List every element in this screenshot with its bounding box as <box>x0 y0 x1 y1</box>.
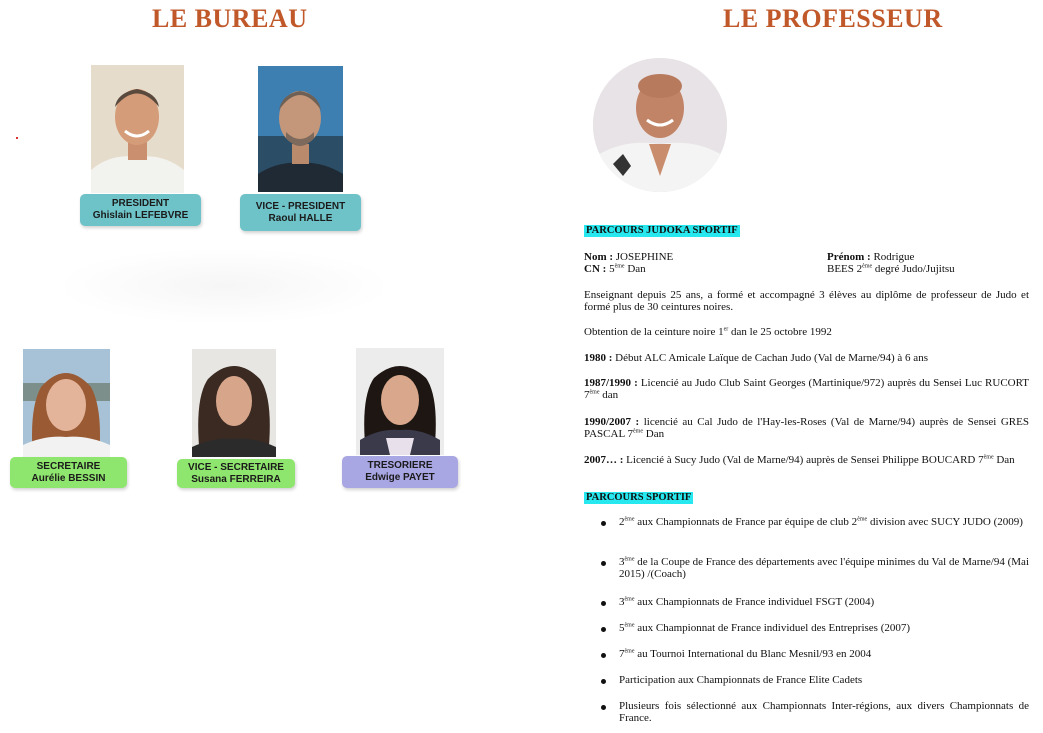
result-item <box>619 700 1029 724</box>
professeur-photo <box>593 58 727 192</box>
vice-secretaire-label <box>177 459 295 488</box>
history-1990-sup: ème <box>633 428 644 435</box>
vice-president-photo <box>258 66 343 192</box>
president-photo <box>91 65 184 193</box>
history-1987 <box>584 377 1029 401</box>
bullet <box>601 653 606 658</box>
tresoriere-label <box>342 456 458 488</box>
bees-pre: BEES 2 <box>827 263 863 275</box>
bees-sup: ème <box>862 263 873 270</box>
obtention-sup: er <box>723 326 729 333</box>
result-item <box>619 516 1029 528</box>
nom-label: Nom : <box>584 251 614 263</box>
bureau-title: LE BUREAU <box>152 4 308 33</box>
result-item <box>619 648 1029 660</box>
section-judoka-heading: PARCOURS JUDOKA SPORTIF <box>586 225 738 236</box>
president-label <box>80 194 201 226</box>
history-1990-post: Dan <box>645 428 665 440</box>
obtention-post: dan le 25 octobre 1992 <box>731 326 832 338</box>
history-1980 <box>584 352 1029 364</box>
bullet <box>601 627 606 632</box>
vice-president-label <box>240 194 361 231</box>
president-role: PRESIDENT <box>111 198 170 209</box>
enseignant-paragraph: Enseignant depuis 25 ans, a formé et accompagné 3 élèves au diplôme de professeur de Judo et formé plus de 30 ceintures noires. <box>584 289 1029 313</box>
bullet <box>601 705 606 710</box>
prenom-label: Prénom : <box>827 251 871 263</box>
result-rank: 7 <box>619 648 625 660</box>
result-item <box>619 622 1029 634</box>
history-1987-label: 1987/1990 : <box>584 377 638 389</box>
bullet <box>601 601 606 606</box>
history-2007-text: Licencié à Sucy Judo (Val de Marne/94) auprès de Sensei Philippe BOUCARD 7 <box>626 454 984 466</box>
secretaire-role: SECRETAIRE <box>36 460 101 472</box>
nom-line <box>584 251 673 263</box>
cn-sup: ème <box>614 263 625 270</box>
prenom-value: Rodrigue <box>873 251 915 263</box>
result-sup: ème <box>624 556 635 563</box>
obtention-pre: Obtention de la ceinture noire 1 <box>584 326 724 338</box>
cn-value-post: Dan <box>627 263 646 275</box>
nom-value: JOSEPHINE <box>615 251 674 263</box>
history-1987-post: dan <box>602 389 619 401</box>
bees-post: degré Judo/Jujitsu <box>874 263 955 275</box>
decorative-dot <box>16 137 18 139</box>
obtention-paragraph <box>584 326 1029 338</box>
result-rank: 3 <box>619 596 625 608</box>
vice-secretaire-role: VICE - SECRETAIRE <box>188 461 284 473</box>
secretaire-name: Aurélie BESSIN <box>31 472 106 484</box>
tresoriere-photo <box>356 348 444 455</box>
bullet <box>601 521 606 526</box>
history-1980-text: Début ALC Amicale Laïque de Cachan Judo (Val de Marne/94) à 6 ans <box>615 352 928 364</box>
tresoriere-role: TRESORIERE <box>367 460 433 471</box>
result-text: aux Championnat de France individuel des Entreprises (2007) <box>637 622 911 634</box>
cn-value-pre: 5 <box>609 263 615 275</box>
professeur-title: LE PROFESSEUR <box>723 4 943 33</box>
result-sup: ème <box>624 622 635 629</box>
president-name: Ghislain LEFEBVRE <box>92 210 189 221</box>
faded-placeholder <box>65 250 383 322</box>
result-rank: 2 <box>619 516 625 528</box>
history-1990-text: licencié au Cal Judo de l'Hay-les-Roses (Val de Marne/94) auprès de Sensei GRES PASCAL 7 <box>584 416 1029 440</box>
result-rank: 3 <box>619 556 625 568</box>
result-text: aux Championnats de France par équipe de club 2 <box>637 516 858 528</box>
history-2007-post: Dan <box>996 454 1015 466</box>
vice-president-name: Raoul HALLE <box>268 212 333 224</box>
result-text: au Tournoi International du Blanc Mesnil/93 en 2004 <box>637 648 872 660</box>
history-1987-sup: ème <box>589 389 600 396</box>
result-text: Plusieurs fois sélectionné aux Championnats Inter-régions, aux divers Championnats de France. <box>619 700 1029 724</box>
history-1990-label: 1990/2007 : <box>584 416 640 428</box>
result-text: division avec SUCY JUDO (2009) <box>869 516 1023 528</box>
vice-president-role: VICE - PRESIDENT <box>255 200 346 212</box>
section-sportif-heading: PARCOURS SPORTIF <box>586 492 692 503</box>
result-text: aux Championnats de France individuel FSGT (2004) <box>637 596 875 608</box>
result-text: Participation aux Championnats de France Elite Cadets <box>619 674 863 686</box>
result-rank: 5 <box>619 622 625 634</box>
history-2007-sup: ème <box>983 454 994 461</box>
history-1987-text: Licencié au Judo Club Saint Georges (Martinique/972) auprès du Sensei Luc RUCORT 7 <box>584 377 1029 401</box>
result-sup: ème <box>624 596 635 603</box>
history-2007 <box>584 454 1029 466</box>
bees-line <box>827 263 955 275</box>
secretaire-photo <box>23 349 110 457</box>
result-text: de la Coupe de France des départements avec l'équipe minimes du Val de Marne/94 (Mai 2015) /(Coach) <box>619 556 1029 580</box>
tresoriere-name: Edwige PAYET <box>365 472 435 483</box>
result-sup: ème <box>624 648 635 655</box>
result-sup: ème <box>857 516 868 523</box>
secretaire-label <box>10 457 127 488</box>
vice-secretaire-name: Susana FERREIRA <box>191 473 281 485</box>
result-sup: ème <box>624 516 635 523</box>
result-item <box>619 556 1029 580</box>
cn-label: CN : <box>584 263 607 275</box>
result-item <box>619 674 1029 686</box>
vice-secretaire-photo <box>192 349 276 457</box>
bullet <box>601 679 606 684</box>
prenom-line <box>827 251 914 263</box>
cn-line <box>584 263 646 275</box>
bullet <box>601 561 606 566</box>
history-2007-label: 2007… : <box>584 454 624 466</box>
history-1980-label: 1980 : <box>584 352 613 364</box>
history-1990 <box>584 416 1029 440</box>
result-item <box>619 596 1029 608</box>
